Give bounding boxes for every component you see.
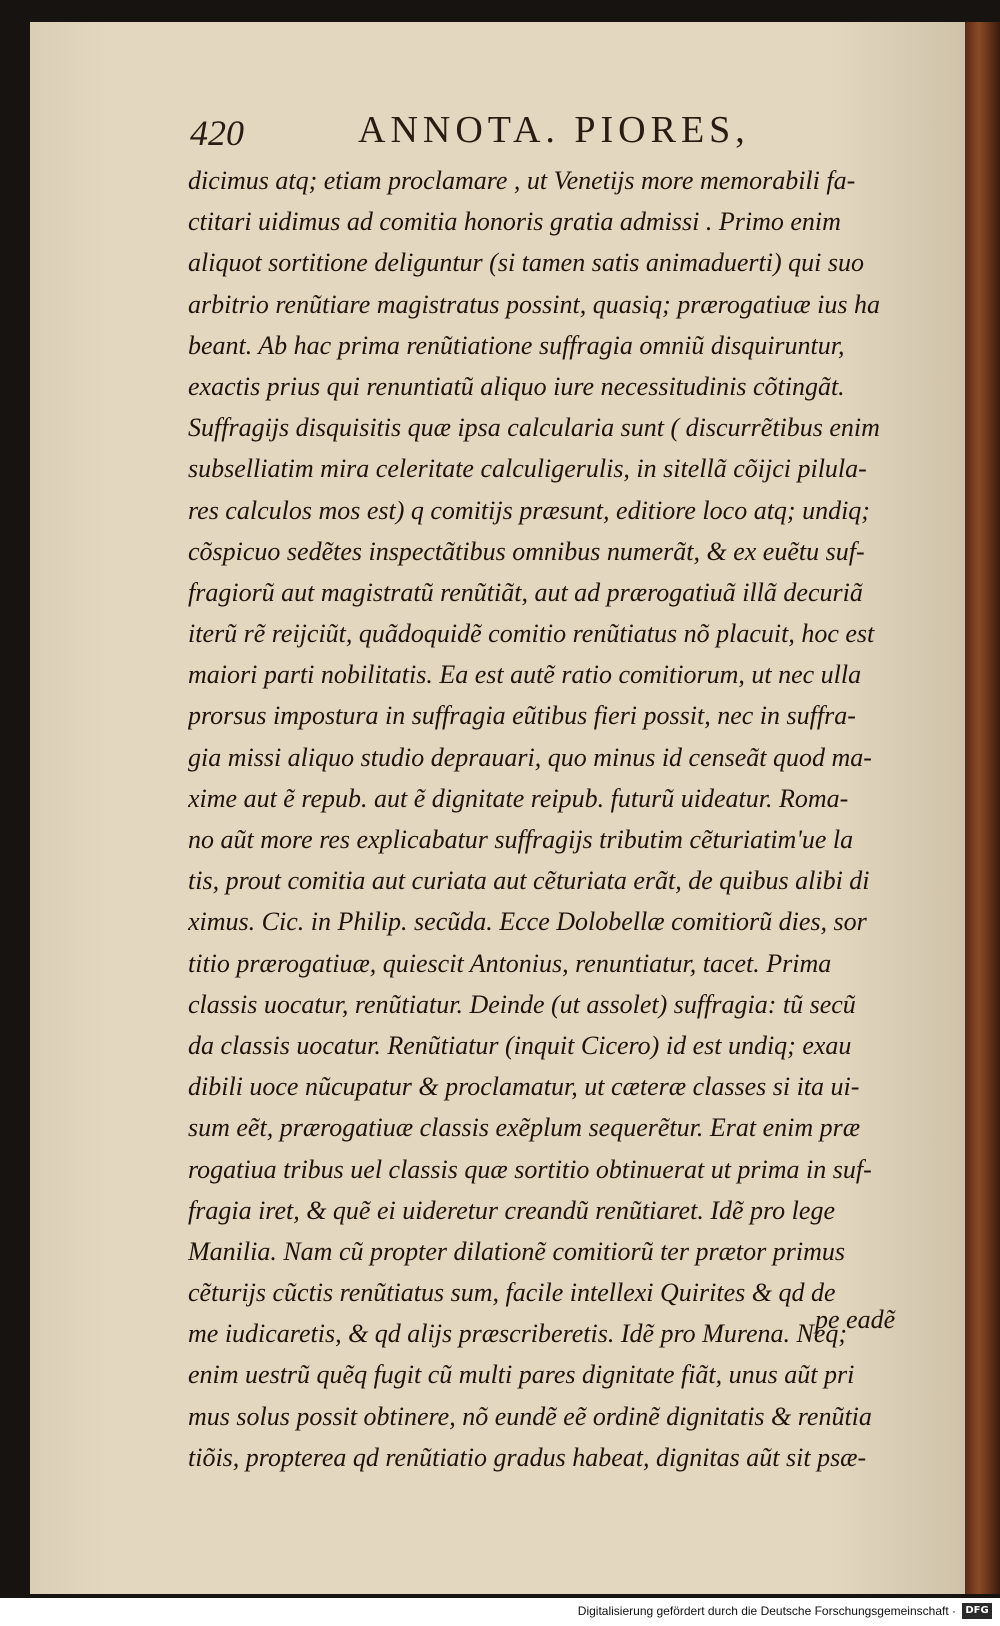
text-line: maiori parti nobilitatis. Ea est autẽ ratio comitiorum, ut nec ulla [188,660,862,690]
text-line: tiõis, propterea qd renũtiatio gradus habeat, dignitas aũt sit psæ- [188,1442,867,1472]
text-line: tis, prout comitia aut curiata aut cẽturiata erãt, de quibus alibi di [188,866,870,896]
text-line: cõspicuo sedẽtes inspectãtibus omnibus numerãt, & ex euẽtu suf- [188,536,865,566]
funding-credit: Digitalisierung gefördert durch die Deutsche Forschungsgemeinschaft · [577,1604,956,1618]
text-line: ximus. Cic. in Philip. secũda. Ecce Dolobellæ comitiorũ dies, sor [188,907,867,937]
text-line: fragia iret, & quẽ ei uideretur creandũ renũtiaret. Idẽ pro lege [188,1195,835,1225]
text-line: dicimus atq; etiam proclamare , ut Venetijs more memorabili fa- [188,166,856,195]
text-line: arbitrio renũtiare magistratus possint, quasiq; prærogatiuæ ius ha [188,289,880,319]
text-line: dibili uoce nũcupatur & proclamatur, ut cæteræ classes si ita ui- [188,1072,860,1102]
book-spine [965,22,1000,1594]
text-line: me iudicaretis, & qd alijs præscriberetis. Idẽ pro Murena. Neq; [188,1319,848,1349]
text-line: aliquot sortitione deliguntur (si tamen satis animaduerti) qui suo [188,248,864,278]
text-line: iterũ rẽ reijciũt, quãdoquidẽ comitio renũtiatus nõ placuit, hoc est [188,619,875,649]
footer-bar [0,1598,1000,1626]
text-line: gia missi aliquo studio deprauari, quo minus id censeãt quod ma- [188,742,872,772]
text-line: ctitari uidimus ad comitia honoris gratia admissi . Primo enim [188,207,841,237]
text-line: xime aut ẽ repub. aut ẽ dignitate reipub. futurũ uideatur. Roma- [188,783,849,813]
catchword: pe eadẽ [815,1305,896,1334]
page-number: 420 [190,113,244,153]
body-text [188,160,908,1478]
text-line: cẽturijs cũctis renũtiatus sum, facile intellexi Quirites & qd de [188,1278,836,1308]
text-line: no aũt more res explicabatur suffragijs tributim cẽturiatim'ue la [188,825,854,854]
text-line: fragiorũ aut magistratũ renũtiãt, aut ad prærogatiuã illã decuriã [188,577,863,607]
text-line: classis uocatur, renũtiatur. Deinde (ut assolet) suffragia: tũ secũ [188,989,856,1019]
text-line: beant. Ab hac prima renũtiatione suffragia omniũ disquiruntur, [188,330,845,360]
text-line: res calculos mos est) q comitijs præsunt, editiore loco atq; undiq; [188,495,870,525]
text-line: titio prærogatiuæ, quiescit Antonius, renuntiatur, tacet. Prima [188,948,832,978]
text-line: enim uestrũ quẽq fugit cũ multi pares dignitate fiãt, unus aũt pri [188,1360,855,1390]
text-line: exactis prius qui renuntiatũ aliquo iure necessitudinis cõtingãt. [188,371,845,401]
text-line: mus solus possit obtinere, nõ eundẽ eẽ ordinẽ dignitatis & renũtia [188,1401,872,1431]
text-line: sum eẽt, prærogatiuæ classis exẽplum sequerẽtur. Erat enim præ [188,1113,861,1143]
text-line: da classis uocatur. Renũtiatur (inquit Cicero) id est undiq; exau [188,1030,852,1060]
running-title: ANNOTA. PIORES, [358,109,750,151]
text-line: prorsus impostura in suffragia eũtibus fieri possit, nec in suffra- [188,701,856,731]
text-line: Manilia. Nam cũ propter dilationẽ comitiorũ ter prætor primus [188,1236,845,1266]
page-header [190,108,905,156]
text-line: Suffragijs disquisitis quæ ipsa calcularia sunt ( discurrẽtibus enim [188,413,880,443]
text-line: subselliatim mira celeritate calculigerulis, in sitellã cõijci pilula- [188,454,867,484]
text-line: rogatiua tribus uel classis quæ sortitio obtinuerat ut prima in suf- [188,1154,872,1184]
dfg-logo: DFG [962,1603,992,1619]
